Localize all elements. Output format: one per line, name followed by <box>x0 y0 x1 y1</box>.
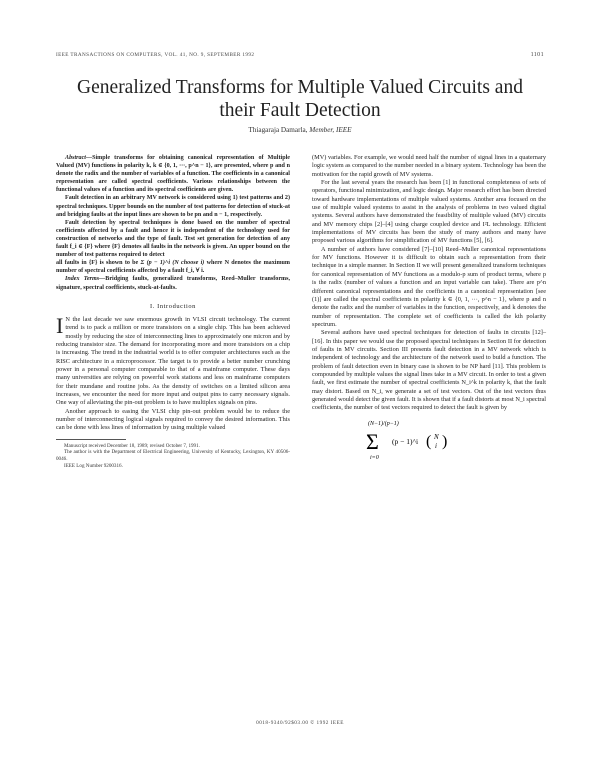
abstract-text-4a: all faults in {F} is shown to be <box>56 260 139 267</box>
sigma-icon: Σ <box>366 428 379 454</box>
author-membership: Member, IEEE <box>309 126 352 134</box>
intro-text-1: N the last decade we saw enormous growth in VLSI circuit technology. The current trend is to pack a million or more transistors on a single chip. This has been achieved mostly by reducing the size of interconnecting lines to approximately one micron and by reducing transistor size. The demand for incorporating more and more transistors on a chip is increasing. The trend in the industrial world is to offer computer architectures such as the RISC architecture in a microprocessor. The target is to provide a better number crunching power in a personal computer comparable to that of a mainframe computer. These days many universities are relying on powerful work stations and less on mainframe computers for their mundane and routine jobs. As the density of switches on a limited silicon area increases, we encounter the need for more input and output pins to carry necessary signals. One way of alleviating the pin-out problem is to have multiplex signals on pins. <box>56 315 290 407</box>
body-paragraph-3: A number of authors have considered [7]–[10] Reed–Muller canonical representations for MV functions. However it is difficult to obtain such a representation from their technique in a simple manner. In Section II we will present generalized transform techniques for canonical representation of MV functions as a modulo-p sum of product terms, where p is the radix (number of values a function and an input variable can take). There are p^n different canonical representations and the coefficients in a canonical representation [see (1)] are called the spectral coefficients in polarity k ∈ {0, 1, ···, p^n − 1}, where p and n denote the radix and the number of variables in the function, respectively, and k denotes the number of representation. The complete set of coefficients is called the kth polarity spectrum. <box>312 245 546 328</box>
body-paragraph-4: Several authors have used spectral techniques for detection of faults in circuits [12]–[16]. In this paper we would use the proposed spectral techniques in Section II for detection of faults in MV circuits. Section III presents fault detection in a MV network which is independent of technology and the architecture of the network used to build a function. The problem of fault detection even in binary case is shown to be NP hard [11]. This problem is compounded by multiple values the signal lines take in a MV circuit. In order to test a given fault, we first estimate the number of spectral coefficients N_i^k in polarity k, that the fault may distort. Based on N_i, we generate a set of test vectors. Out of the test vectors thus generated would detect the given fault. It is shown that if a fault distorts at most N_i spectral coefficients, the number of test vectors required to detect the fault is given by <box>312 329 546 412</box>
running-head-journal: IEEE TRANSACTIONS ON COMPUTERS, VOL. 41, NO. 9, SEPTEMBER 1992 <box>56 52 255 58</box>
intro-paragraph-1 <box>56 312 290 408</box>
abstract <box>56 154 290 275</box>
abstract-text-1: Simple transforms for obtaining canonical representation of Multiple Valued (MV) functions in polarity k, k ∈ {0, 1, ···, p^n − 1}, are presented, where p and n denote the radix and the number of variables of a function. The coefficients in a canonical representation are called spectral coefficients. Various relationships between the functional values of a function and its spectral coefficients are given. <box>56 155 290 194</box>
paper-title: Generalized Transforms for Multiple Valued Circuits and their Fault Detection <box>77 77 523 121</box>
footnote <box>56 443 290 469</box>
sum-upper-limit: (N−1)/(p−1) <box>368 420 399 427</box>
abstract-text-4b: where N denotes the maximum number of spectral coefficients affected by a fault f_i, ∀ i. <box>56 260 290 275</box>
abstract-paragraph-1 <box>56 154 290 194</box>
test-vector-formula <box>312 417 546 463</box>
body-paragraph-1: (MV) variables. For example, we would need half the number of signal lines in a quaternary logic system as compared to the number needed in a binary system. Technology has been the motivation for the rapid growth of MV systems. <box>312 154 546 178</box>
abstract-paragraph-4 <box>56 259 290 275</box>
dropcap-letter: I <box>56 312 64 338</box>
sum-lower-limit: i=0 <box>370 454 379 461</box>
footnote-log-number: IEEE Log Number 9200316. <box>64 462 123 469</box>
footnote-divider <box>56 439 126 440</box>
right-column <box>312 154 546 463</box>
footnote-manuscript: Manuscript received December 18, 1989; revised October 7, 1991. <box>64 442 200 449</box>
binom-right-paren: ) <box>442 432 448 450</box>
abstract-paragraph-3: Fault detection by spectral techniques is done based on the number of spectral coefficients affected by a fault and hence it is independent of the technology used for construction of networks and the type of fault. Test set generation for detection of any fault f_i ∈ {F} where {F} denotes all faults in the network is given. An upper bound on the number of test patterns required to detect <box>56 219 290 259</box>
copyright-line: 0018-9340/92$03.00 © 1992 IEEE <box>256 720 344 726</box>
summation-formula <box>348 417 508 463</box>
body-paragraph-2: For the last several years the research has been [1] in functional completeness of sets of operators, functional minimization, and logic design. Major research effort has been directed toward hardware implementations of multiple valued systems. Another area focused on the use of multiple valued systems to assist in the analysis of problems in two valued digital systems. Several authors have demonstrated the feasibility of multiple valued (MV) circuits and MV memory chips [2]–[4] using charge coupled device and I²L technology. Efficient implementations of MV circuits has been the study of many authors and many have proposed various algorithms for simplification of MV functions [5], [6]. <box>312 179 546 245</box>
index-terms-lead: Index Terms— <box>65 276 106 283</box>
page-number: 1101 <box>530 52 544 58</box>
author-name: Thiagaraja Damarla, <box>248 126 308 134</box>
footnote-affiliation: The author is with the Department of Electrical Engineering, University of Kentucky, Lexington, KY 40506-0046. <box>56 449 290 462</box>
abstract-inline-formula: Σ (p − 1)^i (N choose i) <box>140 260 205 267</box>
binom-bottom: i <box>435 441 437 450</box>
index-terms <box>56 275 290 291</box>
running-head <box>56 52 544 62</box>
index-terms-text: Bridging faults, generalized transforms, Reed–Muller transforms, signature, spectral coefficients, stuck-at-faults. <box>56 276 290 291</box>
abstract-paragraph-2: Fault detection in an arbitrary MV network is considered using 1) test patterns and 2) spectral techniques. Upper bounds on the number of test patterns for detection of stuck-at and bridging faults at the input lines are shown to be pn and n − 1, respectively. <box>56 195 290 218</box>
author-line <box>60 126 540 134</box>
section-heading-introduction: I. Introduction <box>150 302 196 310</box>
sum-term: (p − 1)^i <box>392 436 419 446</box>
binom-top: N <box>434 432 439 441</box>
intro-paragraph-2: Another approach to easing the VLSI chip pin-out problem would be to reduce the number of interconnecting logical signals required to convey the desired information. This can be done with less lines of information by using multiple valued <box>56 407 290 432</box>
binom-left-paren: ( <box>426 432 432 450</box>
abstract-lead: Abstract— <box>65 155 93 161</box>
left-column <box>56 154 290 469</box>
